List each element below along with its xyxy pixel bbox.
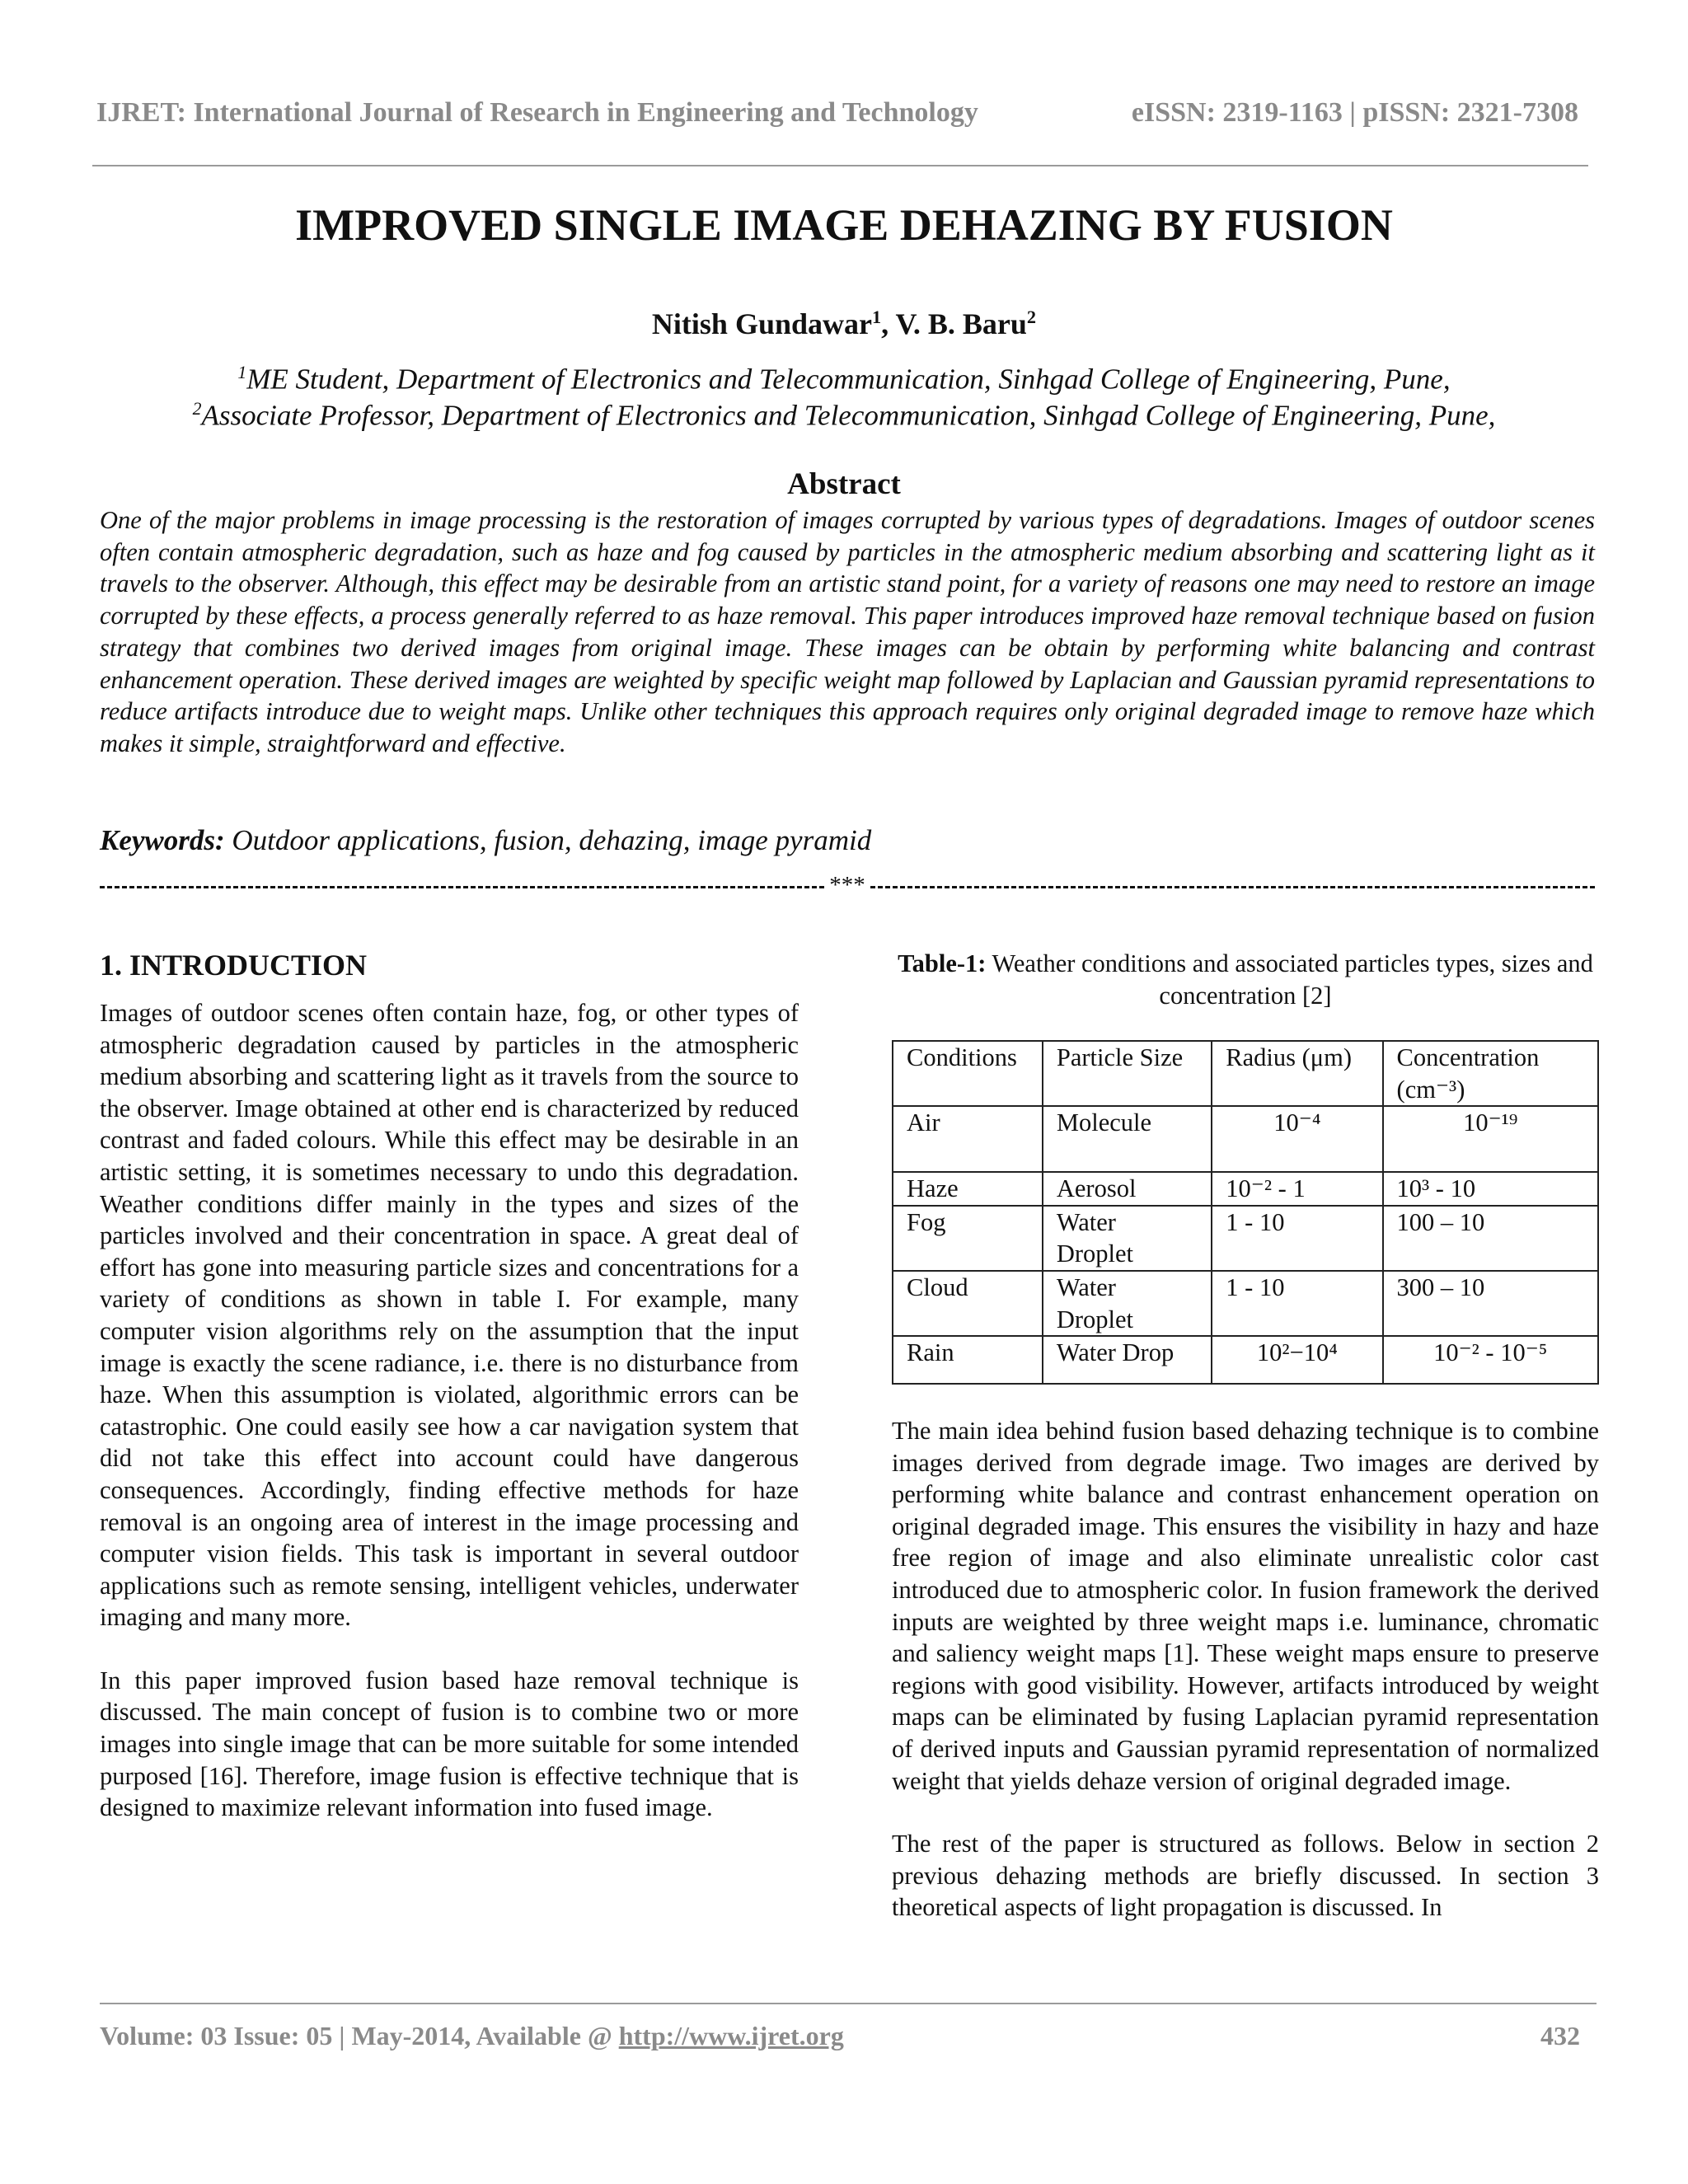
- table-header-cell: Concentration (cm⁻³): [1383, 1041, 1598, 1106]
- table-caption-text: Weather conditions and associated particles types, sizes and concentration [2]: [992, 949, 1593, 1010]
- section-heading: 1. INTRODUCTION: [100, 949, 368, 982]
- body-paragraph: Images of outdoor scenes often contain haze, fog, or other types of atmospheric degradation caused by particles in the atmospheric medium absorbing and scattering light as it travels from the source to the observer. Image obtained at other end is characterized by reduced contrast and faded colours. While this effect may be desirable in an artistic setting, it is sometimes necessary to undo this degradation. Weather conditions differ mainly in the types and sizes of the particles involved and their concentration in space. A great deal of effort has gone into measuring particle sizes and concentrations for a variety of conditions as shown in table I. For example, many computer vision algorithms rely on the assumption that the input image is exactly the scene radiance, i.e. there is no disturbance from haze. When this assumption is violated, algorithmic errors can be catastrophic. One could easily see how a car navigation system that did not take this effect into account could have dangerous consequences. Accordingly, finding effective methods for haze removal is an ongoing area of interest in the image processing and computer vision fields. This task is important in several outdoor applications such as remote sensing, intelligent vehicles, underwater imaging and many more.: [100, 999, 799, 1632]
- table-cell: Molecule: [1043, 1106, 1212, 1172]
- weather-table: [892, 1040, 1599, 1385]
- affiliation-text: Associate Professor, Department of Electronics and Telecommunication, Sinhgad College of Engineering, Pune,: [201, 399, 1496, 432]
- table-cell: Water Droplet: [1043, 1206, 1212, 1271]
- table-header-row: [893, 1041, 1598, 1106]
- affiliation-superscript: 1: [237, 363, 247, 382]
- table-row: [893, 1172, 1598, 1206]
- table-caption-label: Table-1:: [898, 949, 987, 977]
- table-cell: Aerosol: [1043, 1172, 1212, 1206]
- table-header-cell: Conditions: [893, 1041, 1043, 1106]
- affiliation-superscript: 2: [192, 399, 202, 419]
- page-number: 432: [1540, 2021, 1580, 2050]
- abstract-heading: Abstract: [787, 467, 901, 501]
- table-row: [893, 1206, 1598, 1271]
- author-name: Nitish Gundawar: [651, 307, 872, 340]
- table-cell: 10⁻² - 10⁻⁵: [1383, 1336, 1598, 1384]
- authors-line: [0, 307, 1688, 341]
- table-cell: Water Droplet: [1043, 1271, 1212, 1336]
- author-superscript: 2: [1026, 307, 1037, 327]
- table-row: [893, 1106, 1598, 1172]
- affiliation-text: ME Student, Department of Electronics and Telecommunication, Sinhgad College of Engineering, Pune,: [246, 363, 1451, 396]
- author-separator: ,: [881, 307, 896, 340]
- author-superscript: 1: [872, 307, 882, 327]
- table-row: [893, 1271, 1598, 1336]
- body-paragraph: In this paper improved fusion based haze removal technique is discussed. The main concept of fusion is to combine two or more images into single image that can be more suitable for some intended purposed [16]. Therefore, image fusion is effective technique that is designed to maximize relevant information into fused image.: [100, 1666, 799, 1822]
- affiliation-2: [0, 399, 1688, 433]
- table-cell: Haze: [893, 1172, 1043, 1206]
- body-paragraph: The rest of the paper is structured as follows. Below in section 2 previous dehazing methods are briefly discussed. In section 3 theoretical aspects of light propagation is discussed. In: [892, 1830, 1599, 1922]
- paper-title: IMPROVED SINGLE IMAGE DEHAZING BY FUSION: [295, 200, 1393, 250]
- keywords-label: Keywords:: [100, 824, 225, 856]
- section-separator: [100, 872, 1595, 899]
- footer-volume: [100, 2021, 844, 2051]
- table-cell: 10⁻¹⁹: [1383, 1106, 1598, 1172]
- separator-stars: ***: [829, 872, 865, 898]
- keywords-text: Outdoor applications, fusion, dehazing, image pyramid: [232, 824, 872, 856]
- table-header-cell: Radius (μm): [1212, 1041, 1382, 1106]
- abstract-text: One of the major problems in image processing is the restoration of images corrupted by various types of degradations. Images of outdoor scenes often contain atmospheric degradation, such as haze and fog caused by particles in the atmospheric medium absorbing and scattering light as it travels to the observer. Although, this effect may be desirable from an artistic stand point, for a variety of reasons one may need to restore an image corrupted by these effects, a process generally referred to as haze removal. This paper introduces improved haze removal technique based on fusion strategy that combines two derived images from original image. These images can be obtain by performing white balancing and contrast enhancement operation. These derived images are weighted by specific weight map followed by Laplacian and Gaussian pyramid representations to reduce artifacts introduce due to weight maps. Unlike other techniques this approach requires only original degraded image to remove haze which makes it simple, straightforward and effective.: [100, 506, 1595, 757]
- footer-link[interactable]: http://www.ijret.org: [618, 2021, 844, 2050]
- issn-info: eISSN: 2319-1163 | pISSN: 2321-7308: [1131, 97, 1578, 128]
- table-cell: Rain: [893, 1336, 1043, 1384]
- table-cell: 10⁻² - 1: [1212, 1172, 1382, 1206]
- table-header-cell: Particle Size: [1043, 1041, 1212, 1106]
- table-cell: 1 - 10: [1212, 1271, 1382, 1336]
- author-name: V. B. Baru: [895, 307, 1027, 340]
- footer-volume-text: Volume: 03 Issue: 05 | May-2014, Available @: [100, 2021, 612, 2050]
- table-cell: 10²−10⁴: [1212, 1336, 1382, 1384]
- table-cell: Fog: [893, 1206, 1043, 1271]
- table-row: [893, 1336, 1598, 1384]
- footer-rule: [100, 2003, 1597, 2004]
- table-cell: 100 – 10: [1383, 1206, 1598, 1271]
- keywords-line: [100, 824, 1595, 857]
- table-caption: [892, 948, 1599, 1011]
- table-cell: Air: [893, 1106, 1043, 1172]
- table-cell: 10³ - 10: [1383, 1172, 1598, 1206]
- table-cell: Cloud: [893, 1271, 1043, 1336]
- right-column: [892, 1415, 1599, 1955]
- journal-name: IJRET: International Journal of Research in Engineering and Technology: [96, 97, 978, 128]
- table-cell: 300 – 10: [1383, 1271, 1598, 1336]
- table-cell: 1 - 10: [1212, 1206, 1382, 1271]
- affiliation-1: [0, 363, 1688, 396]
- table-cell: Water Drop: [1043, 1336, 1212, 1384]
- body-paragraph: The main idea behind fusion based dehazing technique is to combine images derived from degrade image. Two images are derived by performing white balance and contrast enhancement operation on original degraded image. This ensures the visibility in hazy and haze free region of image and also eliminate unrealistic color cast introduced due to atmospheric color. In fusion framework the derived inputs are weighted by three weight maps i.e. luminance, chromatic and saliency weight maps [1]. These weight maps ensure to preserve regions with good visibility. However, artifacts introduced by weight maps can be eliminated by fusing Laplacian pyramid representation of derived inputs and Gaussian pyramid representation of normalized weight that yields dehaze version of original degraded image.: [892, 1417, 1599, 1795]
- left-column: [100, 997, 799, 1855]
- table-cell: 10⁻⁴: [1212, 1106, 1382, 1172]
- header-rule: [92, 165, 1588, 166]
